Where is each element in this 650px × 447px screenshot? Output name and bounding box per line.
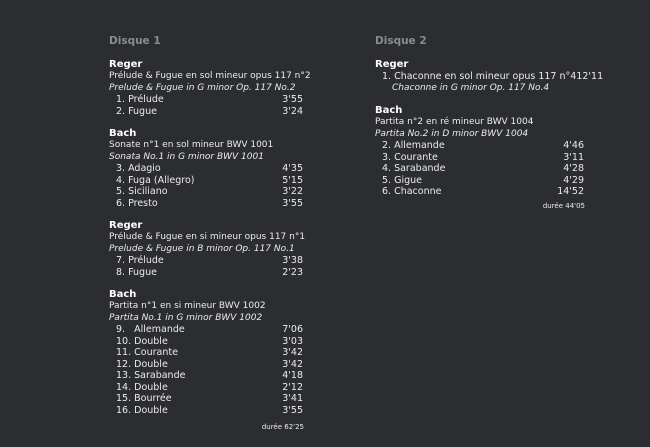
track-duration: 7'06 bbox=[282, 324, 303, 335]
track-row bbox=[109, 186, 304, 198]
track-row bbox=[109, 359, 304, 371]
track-duration: 3'03 bbox=[282, 335, 303, 347]
track-duration: 4'28 bbox=[563, 163, 584, 174]
track-duration: 3'55 bbox=[282, 94, 303, 105]
track-label: 6. Presto bbox=[116, 197, 158, 209]
track-label: 10. Double bbox=[116, 335, 168, 347]
work-title-fr: Prélude & Fugue en sol mineur opus 117 n°2 bbox=[109, 71, 311, 81]
track-row bbox=[109, 198, 304, 210]
work-title-fr: Partita n°2 en ré mineur BWV 1004 bbox=[375, 117, 534, 127]
track-row bbox=[375, 163, 585, 175]
track-duration: 4'29 bbox=[563, 174, 584, 186]
track-label: 8. Fugue bbox=[116, 266, 157, 278]
track-row bbox=[109, 370, 304, 382]
work-title-en: Sonata No.1 in G minor BWV 1001 bbox=[109, 151, 264, 162]
disc-1-column bbox=[109, 34, 311, 432]
disc-1-section-bach-1 bbox=[109, 128, 304, 209]
track-duration: 3'11 bbox=[563, 151, 584, 163]
track-row bbox=[375, 175, 585, 187]
track-row bbox=[109, 106, 304, 118]
work-title-fr: Partita n°1 en si mineur BWV 1002 bbox=[109, 301, 266, 311]
composer-name: Bach bbox=[109, 289, 137, 300]
track-label: 5. Siciliano bbox=[116, 186, 168, 197]
track-label: 12. Double bbox=[116, 358, 168, 370]
track-label: 2. Allemande bbox=[382, 140, 445, 151]
track-row bbox=[375, 140, 585, 152]
disc-2-title: Disque 2 bbox=[375, 35, 427, 47]
composer-name: Bach bbox=[375, 105, 403, 116]
track-label: 3. Adagio bbox=[116, 163, 161, 174]
work-title-en: Chaconne in G minor Op. 117 No.4 bbox=[392, 82, 550, 93]
track-label: 15. Bourrée bbox=[116, 393, 172, 404]
track-row bbox=[109, 255, 304, 267]
track-label: 14. Double bbox=[116, 381, 168, 393]
track-label: 11. Courante bbox=[116, 347, 178, 358]
track-duration: 4'46 bbox=[563, 140, 584, 151]
track-label: 16. Double bbox=[116, 404, 168, 416]
work-title-en: Partita No.1 in G minor BWV 1002 bbox=[109, 312, 263, 323]
track-label: 7. Prélude bbox=[116, 255, 164, 266]
track-duration: 3'38 bbox=[282, 255, 303, 266]
track-duration: 3'24 bbox=[282, 105, 303, 117]
track-duration: 3'41 bbox=[282, 393, 303, 404]
disc-2-section-bach bbox=[375, 105, 585, 211]
track-label: 1. Prélude bbox=[116, 94, 164, 105]
track-row bbox=[375, 71, 604, 83]
track-duration: 14'52 bbox=[557, 186, 584, 197]
track-label: 13. Sarabande bbox=[116, 370, 186, 381]
track-duration: 2'23 bbox=[282, 266, 303, 278]
work-title-en: Prelude & Fugue in B minor Op. 117 No.1 bbox=[109, 243, 295, 254]
track-duration: 4'18 bbox=[282, 370, 303, 381]
track-row bbox=[109, 393, 304, 405]
track-row bbox=[109, 382, 304, 394]
track-row bbox=[375, 186, 585, 198]
track-row bbox=[109, 405, 304, 417]
track-label: 2. Fugue bbox=[116, 105, 157, 117]
work-title-fr: Prélude & Fugue en si mineur opus 117 n°1 bbox=[109, 232, 306, 242]
track-row bbox=[109, 94, 304, 106]
track-label: 3. Courante bbox=[382, 151, 438, 163]
track-row bbox=[109, 175, 304, 187]
track-row bbox=[109, 163, 304, 175]
disc-1-section-bach-2 bbox=[109, 289, 304, 432]
track-label: 1. Chaconne en sol mineur opus 117 n°4 bbox=[382, 71, 577, 82]
work-title-en: Prelude & Fugue in G minor Op. 117 No.2 bbox=[109, 82, 296, 93]
disc-2-column bbox=[375, 34, 604, 222]
composer-name: Reger bbox=[109, 59, 143, 70]
composer-name: Bach bbox=[109, 128, 137, 139]
track-duration: 3'55 bbox=[282, 197, 303, 209]
composer-name: Reger bbox=[109, 220, 143, 231]
track-row bbox=[375, 152, 585, 164]
work-title-en: Partita No.2 in D minor BWV 1004 bbox=[375, 128, 529, 139]
disc-1-section-reger-1 bbox=[109, 59, 311, 117]
track-row bbox=[109, 324, 304, 336]
track-duration: 3'42 bbox=[282, 358, 303, 370]
disc-1-total-duration: durée 62'25 bbox=[261, 423, 304, 431]
disc-2-total-duration: durée 44'05 bbox=[542, 201, 585, 210]
track-row bbox=[109, 267, 304, 279]
track-duration: 5'15 bbox=[282, 174, 303, 186]
track-label: 4. Fuga (Allegro) bbox=[116, 174, 195, 186]
track-duration: 3'22 bbox=[282, 186, 303, 197]
track-row bbox=[109, 347, 304, 359]
composer-name: Reger bbox=[375, 59, 409, 70]
track-duration: 12'11 bbox=[576, 71, 604, 82]
track-duration: 2'12 bbox=[282, 381, 303, 393]
disc-2-section-reger bbox=[375, 59, 604, 94]
work-title-fr: Sonate n°1 en sol mineur BWV 1001 bbox=[109, 140, 274, 150]
track-label: 9. Allemande bbox=[116, 324, 185, 335]
track-duration: 3'55 bbox=[282, 404, 303, 416]
track-row bbox=[109, 336, 304, 348]
track-duration: 4'35 bbox=[282, 163, 303, 174]
disc-1-section-reger-2 bbox=[109, 220, 304, 278]
track-duration: 3'42 bbox=[282, 347, 303, 358]
track-label: 5. Gigue bbox=[382, 174, 422, 186]
disc-1-title: Disque 1 bbox=[109, 35, 161, 47]
track-label: 6. Chaconne bbox=[382, 186, 442, 197]
track-label: 4. Sarabande bbox=[382, 163, 446, 174]
